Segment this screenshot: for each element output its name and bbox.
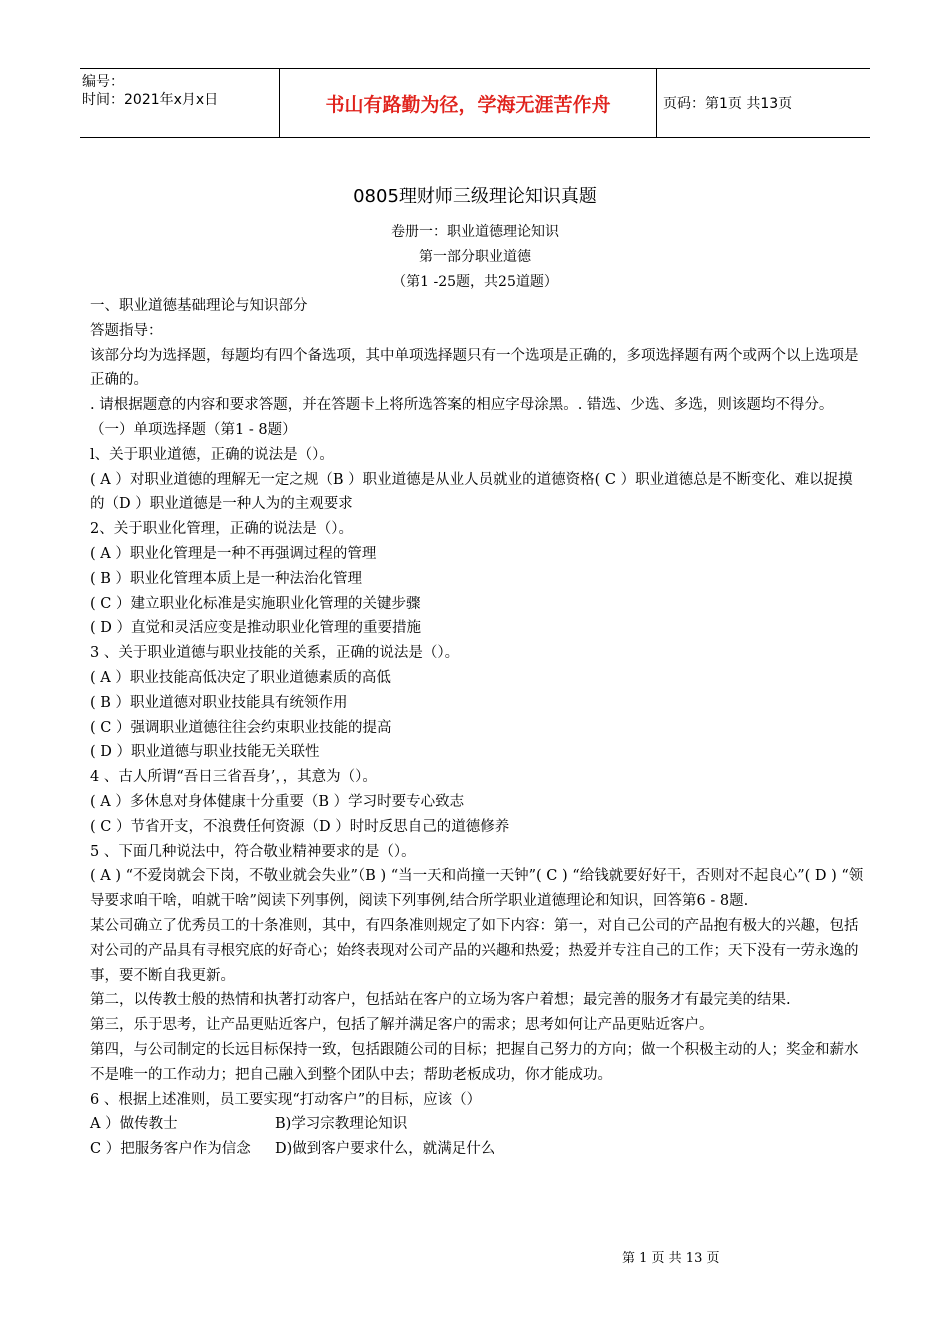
- page-footer: 第 1 页 共 13 页: [622, 1251, 720, 1266]
- document-title: 0805理财师三级理论知识真题: [353, 186, 597, 207]
- document-body: [90, 294, 865, 1162]
- option: ( A ）职业化管理是一种不再强调过程的管理: [90, 545, 377, 562]
- header-page-info: 页码：第1页 共13页: [663, 96, 793, 112]
- subtitle-part: 第一部分职业道德: [419, 249, 531, 265]
- section-heading: 一、职业道德基础理论与知识部分: [90, 298, 308, 314]
- case-paragraph: 第二，以传教士般的热情和执著打动客户，包括站在客户的立场为客户着想；最完善的服务才有最完美的结果.: [90, 992, 791, 1009]
- subsection-heading: （一）单项选择题（第1 - 8题）: [90, 421, 297, 438]
- case-paragraph: 某公司确立了优秀员工的十条准则，其中，有四条准则规定了如下内容：第一，对自己公司的产品抱有极大的兴趣，包括对公司的产品具有寻根究底的好奇心；始终表现对公司产品的兴趣和热爱；热爱并专注自己的工作；天下没有一劳永逸的事，要不断自我更新。: [90, 917, 859, 984]
- option: ( C ）节省开支，不浪费任何资源（D ）时时反思自己的道德修养: [90, 818, 510, 835]
- number-label: 编号：: [82, 74, 124, 90]
- option: ( A ）多休息对身体健康十分重要（B ）学习时要专心致志: [90, 793, 465, 810]
- instructions-text: 该部分均为选择题，每题均有四个备选项，其中单项选择题只有一个选项是正确的，多项选择题有两个或两个以上选项是正确的。: [90, 347, 859, 389]
- option: C ）把服务客户作为信念: [90, 1141, 251, 1158]
- time-label: 时间：2021年x月x日: [82, 92, 219, 108]
- option: ( B ）职业化管理本质上是一种法治化管理: [90, 570, 363, 587]
- option: D)做到客户要求什么，就满足什么: [275, 1141, 496, 1158]
- question-1: l、关于职业道德，正确的说法是（）。: [90, 446, 334, 463]
- question-6-options-row: [90, 1112, 865, 1137]
- question-6-options-row: [90, 1137, 865, 1162]
- option: A ）做传教士: [90, 1116, 178, 1133]
- option: ( B ）职业道德对职业技能具有统领作用: [90, 694, 348, 711]
- question-2: 2、关于职业化管理，正确的说法是（）。: [90, 521, 353, 538]
- subtitle-volume: 卷册一：职业道德理论知识: [391, 224, 559, 240]
- question-5-options: ( A ) “不爱岗就会下岗，不敬业就会失业”（B ) “当一天和尚撞一天钟”( C ) “给钱就要好好干，否则对不起良心”( D ) “领导要求咱干啥，咱就干啥”阅读下列事例，阅读下列事例,结合所学职业道德理论和知识，回答第6 - 8题.: [90, 868, 864, 910]
- question-6: 6 、根据上述准则，员工要实现“打动客户”的目标，应该（）: [90, 1091, 482, 1108]
- header-table: [80, 68, 870, 138]
- question-4: 4 、古人所谓“吾日三省吾身’，，其意为（）。: [90, 769, 377, 786]
- header-motto: 书山有路勤为径，学海无涯苦作舟: [280, 69, 657, 137]
- option: ( D ）职业道德与职业技能无关联性: [90, 744, 320, 761]
- question-3: 3 、关于职业道德与职业技能的关系，正确的说法是（）。: [90, 645, 460, 662]
- option: B)学习宗教理论知识: [275, 1116, 408, 1133]
- case-paragraph: 第四，与公司制定的长远目标保持一致，包括跟随公司的目标；把握自己努力的方向；做一个积极主动的人；奖金和薪水不是唯一的工作动力；把自己融入到整个团队中去；帮助老板成功，你才能成功。: [90, 1041, 859, 1083]
- instructions-label: 答题指导：: [90, 322, 163, 339]
- question-1-options: ( A ）对职业道德的理解无一定之规（B ）职业道德是从业人员就业的道德资格( C ）职业道德总是不断变化、难以捉摸的（D ）职业道德是一种人为的主观要求: [90, 471, 853, 513]
- option: ( A ）职业技能高低决定了职业道德素质的高低: [90, 669, 391, 686]
- instructions-text: . 请根据题意的内容和要求答题，并在答题卡上将所选答案的相应字母涂黑。. 错选、少选、多选，则该题均不得分。: [90, 397, 834, 414]
- option: ( C ）建立职业化标准是实施职业化管理的关键步骤: [90, 595, 421, 612]
- question-5: 5 、下面几种说法中，符合敬业精神要求的是（）。: [90, 843, 416, 860]
- option: ( C ）强调职业道德往往会约束职业技能的提高: [90, 719, 392, 736]
- case-paragraph: 第三，乐于思考，让产品更贴近客户，包括了解并满足客户的需求；思考如何让产品更贴近客户。: [90, 1017, 714, 1034]
- header-meta: [80, 69, 280, 137]
- option: ( D ）直觉和灵活应变是推动职业化管理的重要措施: [90, 620, 421, 637]
- subtitle-range: （第1 -25题，共25道题）: [392, 274, 558, 290]
